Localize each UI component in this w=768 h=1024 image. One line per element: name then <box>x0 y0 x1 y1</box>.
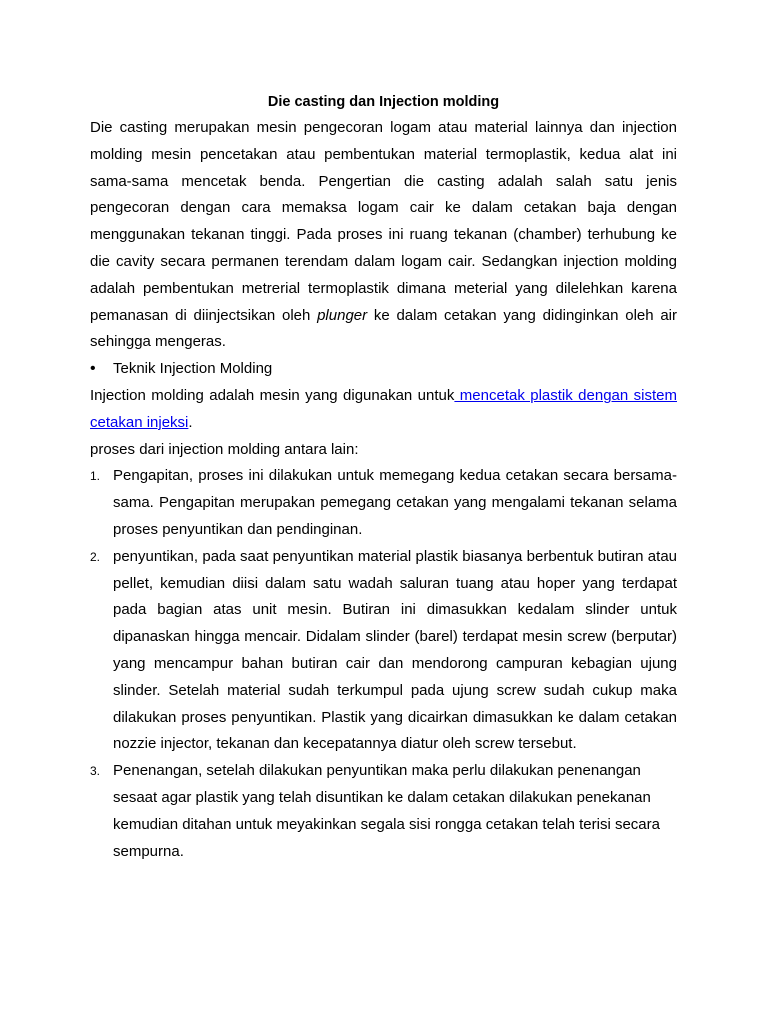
intro-text-part1: Die casting merupakan mesin pengecoran logam atau material lainnya dan injection molding mesin pencetakan atau pembentukan material termoplastik, kedua alat ini sama-sama mencetak benda. Pengertian die casting adalah salah satu jenis pengecoran dengan cara memaksa logam cair ke dalam cetakan baja dengan menggunakan tekanan tinggi. Pada proses ini ruang tekanan (chamber) terhubung ke die cavity secara permanen terendam dalam logam cair. Sedangkan injection molding adalah pembentukan metrerial termoplastik dimana meterial yang dilelehkan karena pemanasan di diinjectsikan oleh <box>90 119 677 324</box>
document-title: Die casting dan Injection molding <box>267 94 500 110</box>
list-item-text: Penenangan, setelah dilakukan penyuntikan maka perlu dilakukan penenangan sesaat agar plastik yang telah disuntikan ke dalam cetakan dilakukan penekanan kemudian ditahan untuk meyakinkan segala sisi rongga cetakan telah terisi secara sempurna. <box>113 762 660 860</box>
mencetak-plastik-link[interactable]: mencetak plastik dengan sistem cetakan injeksi <box>90 386 677 431</box>
process-steps-list <box>90 463 677 865</box>
injection-paragraph <box>90 383 677 437</box>
intro-text-part2: ke dalam cetakan yang didinginkan oleh air sehingga mengeras. <box>90 306 677 351</box>
process-intro: proses dari injection molding antara lain: <box>90 440 359 458</box>
list-item-number: 3. <box>90 764 101 779</box>
document-page <box>90 90 677 865</box>
bullet-heading: Teknik Injection Molding <box>113 360 273 378</box>
intro-paragraph <box>90 115 677 356</box>
list-item-number: 1. <box>90 469 101 484</box>
bullet-icon: • <box>90 360 96 378</box>
list-item <box>90 544 677 758</box>
intro-italic-term: plunger <box>317 306 368 324</box>
list-item-number: 2. <box>90 549 101 564</box>
bullet-item <box>90 356 677 383</box>
list-item-text: Pengapitan, proses ini dilakukan untuk memegang kedua cetakan secara bersama-sama. Pengapitan merupakan pemegang cetakan yang mengalami tekanan selama proses penyuntikan dan pendinginan. <box>113 467 677 538</box>
injection-text-after-link: . <box>188 413 193 431</box>
list-item-text: penyuntikan, pada saat penyuntikan material plastik biasanya berbentuk butiran atau pellet, kemudian diisi dalam satu wadah saluran tuang atau hoper yang terdapat pada bagian atas unit mesin. Butiran ini dimasukkan kedalam slinder untuk dipanaskan hingga mencair. Didalam slinder (barel) terdapat mesin screw (berputar) yang mencampur bahan butiran cair dan mendorong campuran kebagian ujung slinder. Setelah material sudah terkumpul pada ujung screw sudah cukup maka dilakukan proses penyuntikan. Plastik yang dicairkan dimasukkan ke dalam cetakan nozzie injector, tekanan dan kecepatannya diatur oleh screw tersebut. <box>113 547 677 753</box>
list-item <box>90 463 677 543</box>
injection-text-before-link: Injection molding adalah mesin yang digunakan untuk <box>90 386 455 404</box>
list-item <box>90 758 677 865</box>
